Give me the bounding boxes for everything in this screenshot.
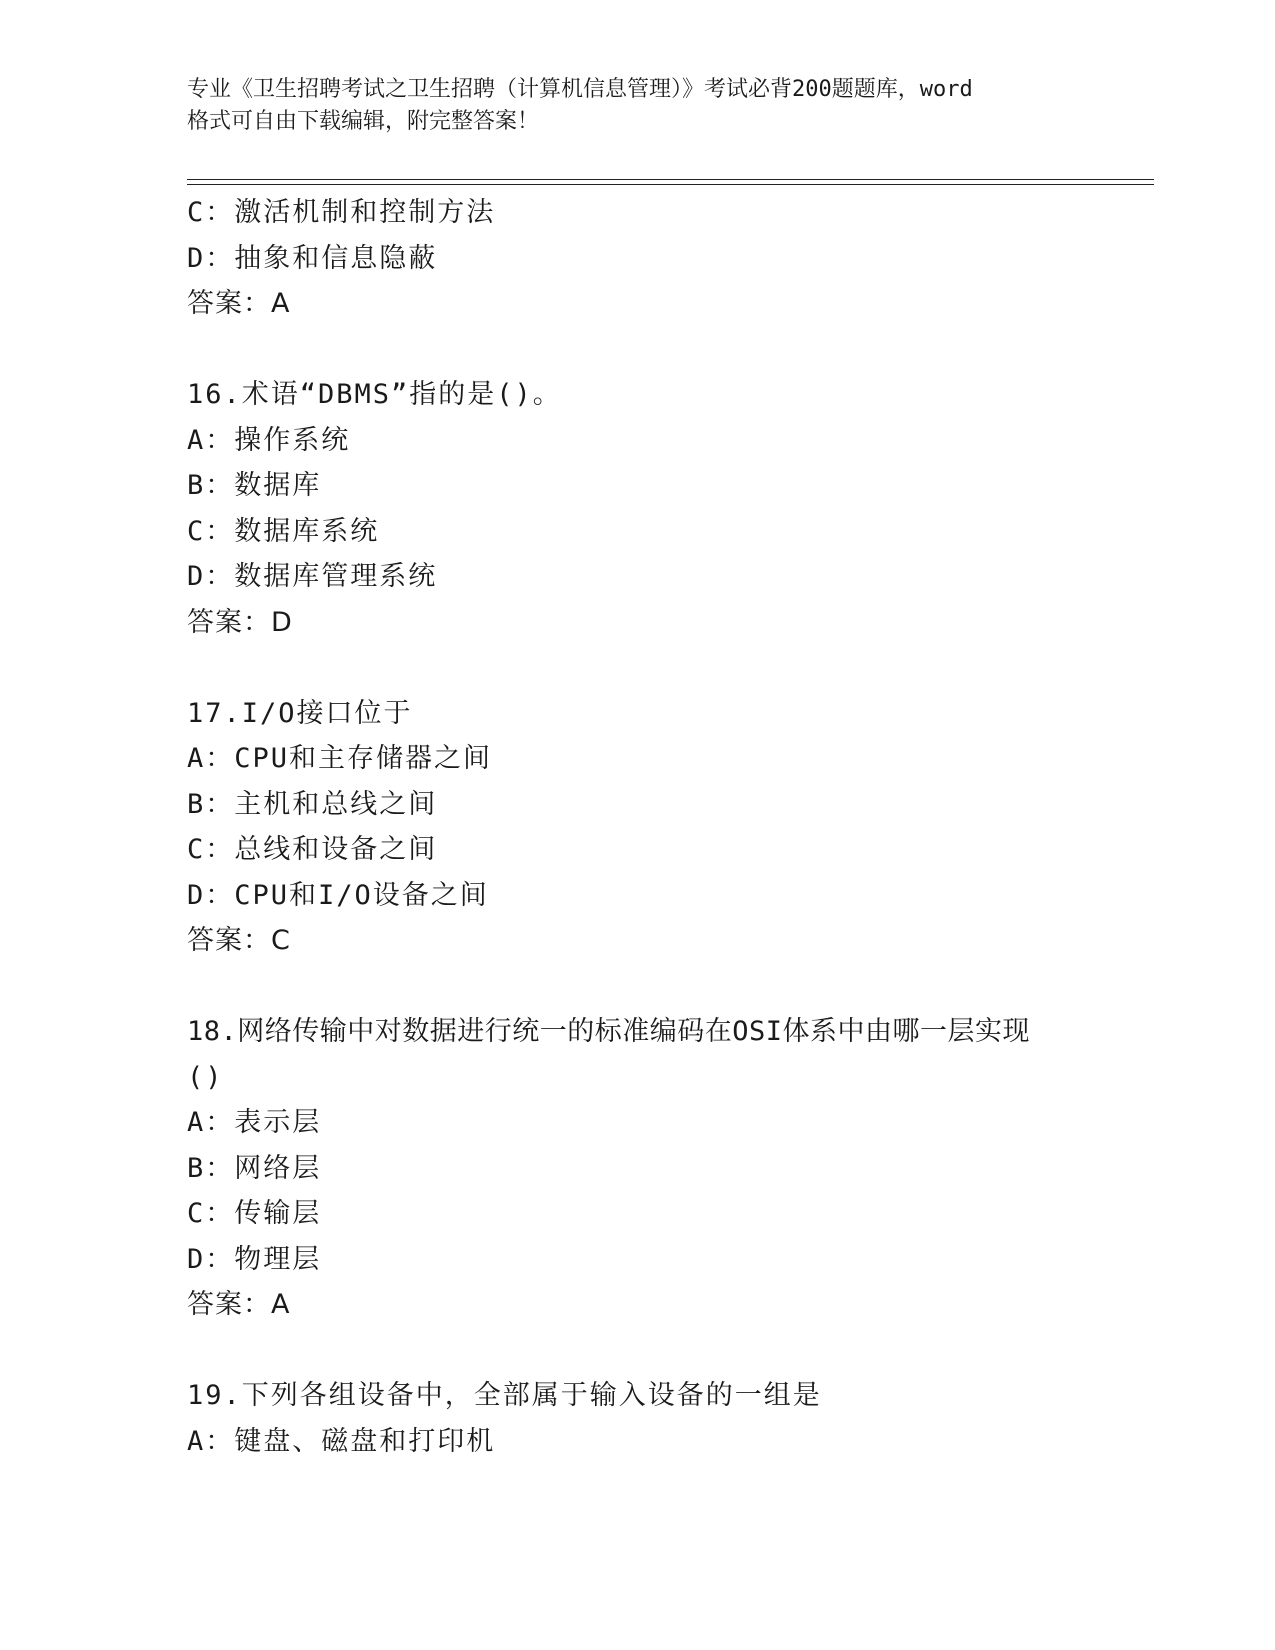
question-18	[187, 1009, 1167, 1328]
question-text: 17.I/O接口位于	[187, 697, 413, 729]
header-line-1: 专业《卫生招聘考试之卫生招聘（计算机信息管理）》考试必背200题题库，word	[187, 77, 973, 102]
option-d: D：数据库管理系统	[187, 561, 438, 592]
answer: 答案：C	[187, 925, 291, 956]
question-16	[187, 372, 1167, 645]
header-divider-thick	[187, 184, 1154, 185]
option-b: B：主机和总线之间	[187, 788, 438, 820]
question-19	[187, 1373, 1167, 1464]
question-text-line-2: ()	[187, 1061, 224, 1093]
page-header	[187, 74, 1087, 138]
header-line-2: 格式可自由下载编辑，附完整答案！	[187, 109, 540, 134]
option-a: A：CPU和主存储器之间	[187, 743, 493, 774]
question-text: 16.术语“DBMS”指的是()。	[187, 379, 562, 410]
question-list	[187, 190, 1167, 1464]
spacer	[187, 964, 1167, 1010]
option-c: C：传输层	[187, 1198, 322, 1229]
answer: 答案：A	[187, 288, 291, 319]
spacer	[187, 645, 1167, 691]
answer: 答案：D	[187, 606, 293, 638]
option-b: B：数据库	[187, 470, 322, 501]
option-a: A：表示层	[187, 1107, 322, 1138]
option-c: C：数据库系统	[187, 515, 380, 547]
option-d: D：CPU和I/O设备之间	[187, 879, 489, 911]
question-17	[187, 691, 1167, 964]
question-text-line-1: 18.网络传输中对数据进行统一的标准编码在OSI体系中由哪一层实现	[187, 1016, 1031, 1047]
option-a: A：键盘、磁盘和打印机	[187, 1425, 496, 1457]
header-divider-thin	[187, 179, 1154, 180]
question-text: 19.下列各组设备中，全部属于输入设备的一组是	[187, 1380, 822, 1411]
spacer	[187, 327, 1167, 373]
option-d: D：物理层	[187, 1243, 322, 1275]
option-d: D：抽象和信息隐蔽	[187, 242, 438, 274]
option-c: C：激活机制和控制方法	[187, 197, 496, 228]
option-b: B：网络层	[187, 1152, 322, 1184]
spacer	[187, 1328, 1167, 1374]
option-a: A：操作系统	[187, 424, 351, 456]
question-15	[187, 190, 1167, 327]
option-c: C：总线和设备之间	[187, 834, 438, 865]
answer: 答案：A	[187, 1289, 291, 1320]
